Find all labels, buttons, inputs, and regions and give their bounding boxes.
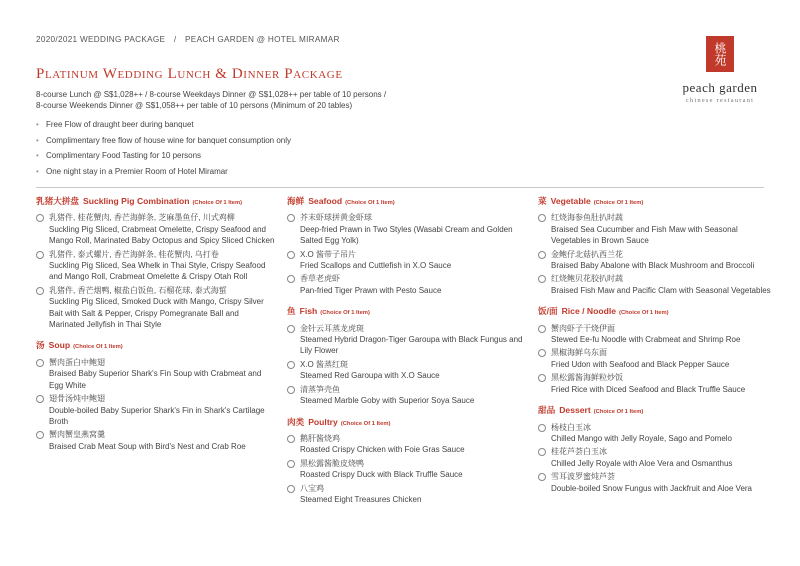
- menu-item-cn: 桂花芦荟白玉冰: [551, 447, 607, 457]
- section-title-cn: 乳猪大拼盘: [36, 196, 79, 206]
- menu-item: [538, 273, 778, 296]
- menu-item-cn: 翅骨汤炖中鲍翅: [49, 394, 105, 404]
- option-circle-icon: [538, 424, 546, 432]
- menu-item-cn: 雪耳波罗蜜炖芦荟: [551, 472, 615, 482]
- menu-item: [538, 422, 778, 445]
- menu-item: [287, 212, 532, 246]
- menu-item-cn: 杨枝白玉冰: [551, 422, 591, 432]
- section-title-en: Soup: [48, 340, 71, 351]
- document-header: [36, 35, 340, 44]
- option-circle-icon: [287, 214, 295, 222]
- menu-item: [538, 446, 778, 469]
- menu-section: [287, 306, 532, 406]
- section-choice-note: (Choice Of 1 Item): [619, 310, 669, 317]
- menu-item-en: Braised Fish Maw and Pacific Clam with Seasonal Vegetables: [551, 285, 771, 295]
- menu-item: [36, 285, 276, 331]
- menu-item-cn: 金鲍仔北菇扒西兰花: [551, 249, 623, 259]
- section-choice-note: (Choice Of 1 Item): [593, 200, 644, 206]
- perk-item: • One night stay in a Premier Room of Hotel Miramar: [36, 167, 291, 183]
- menu-item: [538, 372, 778, 395]
- menu-item: [36, 429, 276, 452]
- section-title-cn: 肉类: [287, 416, 305, 427]
- section-title-en: Vegetable: [550, 196, 591, 206]
- menu-item-cn: 蟹肉蛋白中鲍翅: [49, 357, 105, 367]
- option-circle-icon: [287, 251, 295, 259]
- menu-item-cn: 香草老虎虾: [300, 274, 340, 284]
- section-title-en: Suckling Pig Combination: [82, 196, 190, 206]
- menu-item: [287, 323, 532, 357]
- menu-item-en: Suckling Pig Sliced, Crabmeat Omelette, Crispy Seafood and Mango Roll, Marinated Baby Octopus and Spicy Sliced Chicken: [49, 224, 275, 246]
- menu-item: [538, 212, 778, 246]
- section-title: [36, 196, 276, 209]
- menu-item-en: Double-boiled Baby Superior Shark's Fin in Shark's Cartilage Broth: [49, 405, 265, 426]
- section-title-cn: 菜: [538, 196, 547, 206]
- menu-item-en: Braised Baby Superior Shark's Fin Soup with Crabmeat and Egg White: [49, 369, 262, 390]
- pricing-line: 8-course Lunch @ S$1,028++ / 8-course Weekdays Dinner @ S$1,028++ per table of 10 persons /: [36, 90, 387, 99]
- option-circle-icon: [287, 460, 295, 468]
- section-title-cn: 海鲜: [287, 196, 305, 206]
- option-circle-icon: [287, 325, 295, 333]
- menu-section: [538, 306, 778, 395]
- option-circle-icon: [287, 435, 295, 443]
- menu-section: [36, 196, 276, 330]
- option-circle-icon: [538, 374, 546, 382]
- section-title: [538, 196, 778, 209]
- menu-item: [36, 212, 276, 246]
- menu-item-en: Braised Baby Abalone with Black Mushroom and Broccoli: [551, 261, 755, 271]
- menu-item-en: Fried Udon with Seafood and Black Pepper Sauce: [551, 359, 730, 369]
- option-circle-icon: [538, 325, 546, 333]
- perk-item: • Free Flow of draught beer during banquet: [36, 120, 291, 136]
- section-title: [287, 417, 532, 430]
- header-venue-label: PEACH GARDEN @ HOTEL MIRAMAR: [185, 35, 340, 44]
- option-circle-icon: [36, 359, 44, 367]
- menu-item: [538, 249, 778, 272]
- menu-item: [287, 273, 532, 296]
- section-title: [538, 306, 778, 319]
- menu-item-en: Chilled Mango with Jelly Royale, Sago and Pomelo: [551, 433, 732, 443]
- menu-item-en: Steamed Marble Goby with Superior Soya Sauce: [300, 396, 475, 406]
- menu-item-cn: 乳猪件, 泰式螺片, 香芒海鲜条, 桂花蟹肉, 乌打卷: [49, 249, 219, 259]
- section-choice-note: (Choice Of 1 Item): [192, 200, 243, 206]
- option-circle-icon: [287, 485, 295, 493]
- menu-item-cn: X.O 酱蒸红斑: [300, 359, 349, 369]
- menu-item-cn: 蟹肉虾子干烧伊面: [551, 323, 615, 333]
- perk-item: • Complimentary free flow of house wine for banquet consumption only: [36, 136, 291, 152]
- menu-section: [287, 196, 532, 296]
- perks-list: [36, 120, 291, 182]
- option-circle-icon: [287, 275, 295, 283]
- menu-item-en: Chilled Jelly Royale with Aloe Vera and Osmanthus: [551, 458, 733, 468]
- menu-item-en: Suckling Pig Sliced, Sea Whelk in Thai Style, Crispy Seafood and Mango Roll, Crabmeat Omelette & Crispy Otah Roll: [49, 261, 266, 282]
- menu-item-en: Double-boiled Snow Fungus with Jackfruit and Aloe Vera: [551, 483, 753, 493]
- option-circle-icon: [538, 214, 546, 222]
- option-circle-icon: [287, 361, 295, 369]
- menu-item: [36, 357, 276, 391]
- pricing-line: 8-course Weekends Dinner @ S$1,058++ per table of 10 persons (Minimum of 20 tables): [36, 101, 353, 111]
- menu-item-cn: 芥末虾球拼黄金虾球: [300, 213, 372, 223]
- header-package-label: 2020/2021 WEDDING PACKAGE: [36, 35, 166, 44]
- option-circle-icon: [36, 214, 44, 222]
- seal-chars: 桃苑: [713, 42, 727, 66]
- option-circle-icon: [538, 448, 546, 456]
- menu-item-cn: 黑椒海鲜乌东面: [551, 348, 607, 358]
- menu-item-en: Steamed Red Garoupa with X.O Sauce: [300, 371, 440, 381]
- section-choice-note: (Choice Of 1 Item): [73, 344, 123, 351]
- menu-item-cn: 乳猪件, 桂花蟹肉, 香芒海鲜条, 芝麻墨鱼仔, 川式鸡柳: [49, 213, 235, 223]
- menu-item: [538, 347, 778, 370]
- section-title: [36, 340, 276, 353]
- menu-section: [538, 196, 778, 296]
- section-choice-note: (Choice Of 1 Item): [320, 310, 370, 317]
- section-title-en: Dessert: [559, 405, 591, 416]
- section-title-cn: 汤: [36, 340, 45, 351]
- menu-item: [287, 458, 532, 481]
- section-choice-note: (Choice Of 1 Item): [345, 200, 395, 206]
- section-choice-note: (Choice Of 1 Item): [593, 409, 644, 416]
- header-separator: /: [173, 35, 177, 44]
- section-title-cn: 甜品: [538, 405, 556, 416]
- peach-garden-logo: [670, 36, 770, 104]
- pricing-info: [36, 89, 386, 112]
- menu-column-1: [36, 196, 276, 462]
- menu-section: [36, 340, 276, 452]
- menu-section: [538, 405, 778, 494]
- section-title-cn: 鱼: [287, 306, 296, 317]
- menu-item: [538, 471, 778, 494]
- logo-tagline: chinese restaurant: [685, 97, 755, 104]
- menu-item-cn: 红烧鲍贝花胶扒时蔬: [551, 274, 623, 284]
- menu-item-en: Pan-fried Tiger Prawn with Pesto Sauce: [300, 285, 442, 295]
- menu-column-2: [287, 196, 532, 515]
- menu-item: [287, 359, 532, 382]
- menu-item-en: Roasted Crispy Duck with Black Truffle Sauce: [300, 470, 463, 480]
- menu-item: [287, 483, 532, 506]
- option-circle-icon: [538, 275, 546, 283]
- section-choice-note: (Choice Of 1 Item): [340, 420, 391, 427]
- option-circle-icon: [36, 431, 44, 439]
- menu-item-en: Steamed Hybrid Dragon-Tiger Garoupa with Black Fungus and Lily Flower: [300, 335, 523, 356]
- page-title: Platinum Wedding Lunch & Dinner Package: [36, 66, 343, 82]
- menu-item: [36, 249, 276, 283]
- menu-item-en: Fried Rice with Diced Seafood and Black Truffle Sauce: [551, 384, 746, 394]
- section-title-en: Poultry: [308, 416, 338, 427]
- option-circle-icon: [538, 251, 546, 259]
- menu-column-3: [538, 196, 778, 504]
- menu-item-cn: 黑松露酱脆皮烧鸭: [300, 458, 364, 468]
- menu-item-en: Braised Sea Cucumber and Fish Maw with Seasonal Vegetables in Brown Sauce: [551, 224, 738, 246]
- menu-item-cn: 金针云耳蒸龙虎斑: [300, 323, 364, 333]
- menu-item-en: Steamed Eight Treasures Chicken: [300, 494, 422, 504]
- section-title: [287, 306, 532, 319]
- menu-item-en: Fried Scallops and Cuttlefish in X.O Sauce: [300, 261, 452, 271]
- section-title-cn: 饭/面: [538, 306, 558, 317]
- menu-item-en: Braised Crab Meat Soup with Bird's Nest and Crab Roe: [49, 441, 246, 451]
- menu-item: [287, 249, 532, 272]
- menu-item-en: Suckling Pig Sliced, Smoked Duck with Mango, Crispy Silver Bait with Salt & Pepper, Crispy Pomegranate Ball and Marinated Jellyfish in Thai Style: [49, 297, 264, 330]
- menu-item: [287, 384, 532, 407]
- option-circle-icon: [538, 473, 546, 481]
- menu-item-cn: 清蒸笋壳鱼: [300, 384, 340, 394]
- menu-item-cn: 蟹肉蟹皇燕窝羹: [49, 430, 105, 440]
- section-title: [538, 405, 778, 418]
- section-title-en: Seafood: [308, 196, 343, 206]
- option-circle-icon: [36, 287, 44, 295]
- menu-item: [538, 323, 778, 346]
- menu-item-cn: 乳猪件, 香芒烟鸭, 椒盐白饭鱼, 石榴花球, 泰式海蜇: [49, 285, 227, 295]
- menu-item: [36, 393, 276, 427]
- menu-item-en: Deep-fried Prawn in Two Styles (Wasabi Cream and Golden Salted Egg Yolk): [300, 224, 513, 246]
- seal-icon: [706, 36, 734, 72]
- menu-item: [287, 433, 532, 456]
- menu-item-en: Stewed Ee-fu Noodle with Crabmeat and Shrimp Roe: [551, 335, 741, 345]
- section-title: [287, 196, 532, 209]
- logo-name: peach garden: [682, 80, 758, 95]
- section-title-en: Fish: [299, 306, 318, 317]
- menu-section: [287, 417, 532, 506]
- menu-item-cn: X.O 酱带子吊片: [300, 249, 357, 259]
- option-circle-icon: [36, 251, 44, 259]
- option-circle-icon: [538, 349, 546, 357]
- perk-item: • Complimentary Food Tasting for 10 persons: [36, 151, 291, 167]
- menu-item-cn: 黑松露酱海鲜粒炒饭: [551, 373, 623, 383]
- menu-item-en: Roasted Crispy Chicken with Foie Gras Sauce: [300, 445, 465, 455]
- section-title-en: Rice / Noodle: [561, 306, 617, 317]
- option-circle-icon: [36, 395, 44, 403]
- menu-item-cn: 红烧海参鱼肚扒时蔬: [551, 213, 623, 223]
- menu-item-cn: 鹅肝酱烧鸡: [300, 433, 340, 443]
- option-circle-icon: [287, 386, 295, 394]
- menu-item-cn: 八宝鸡: [300, 483, 324, 493]
- section-divider: [36, 187, 764, 188]
